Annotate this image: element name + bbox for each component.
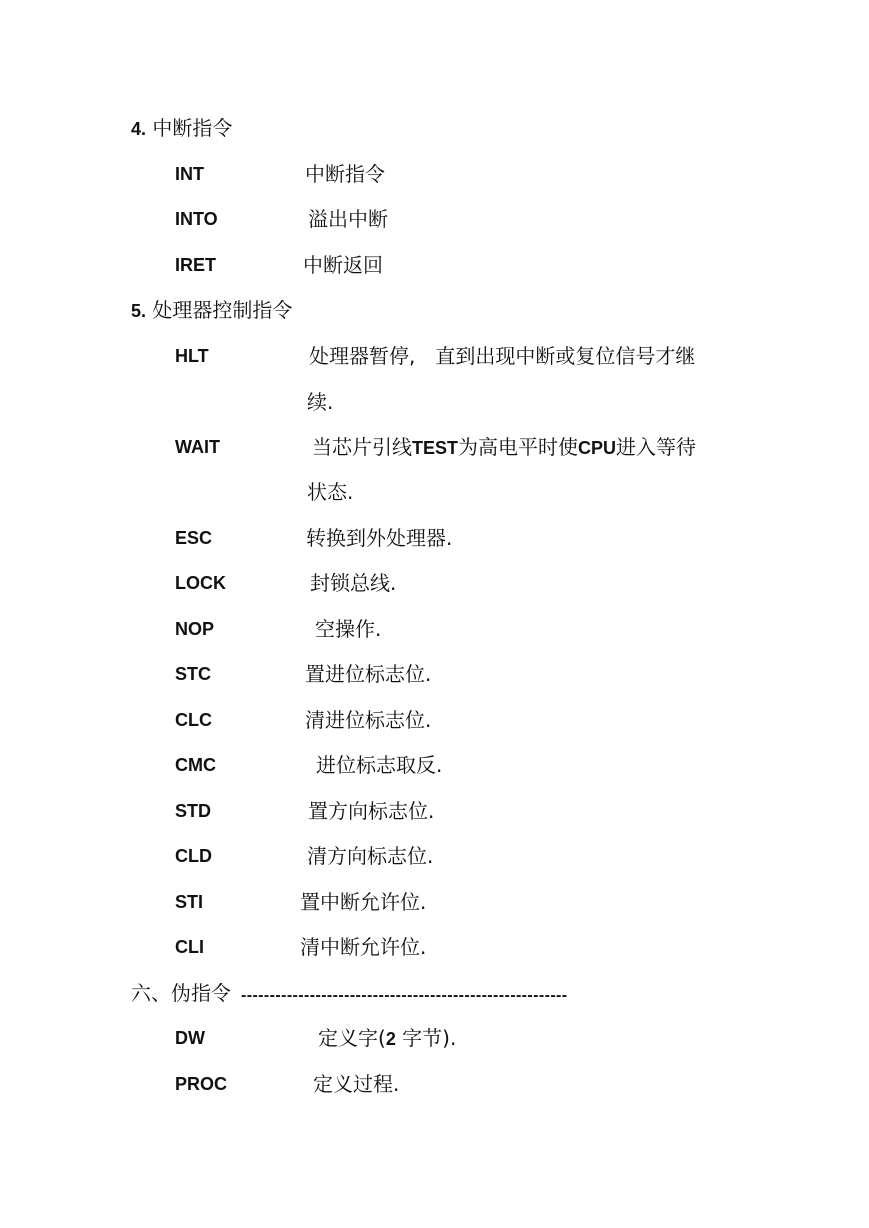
- instruction-code: STD: [175, 801, 211, 821]
- section-5-heading: [131, 296, 292, 324]
- instruction-code: NOP: [175, 619, 215, 639]
- instruction-code: INT: [175, 164, 204, 184]
- instruction-description: 封锁总线.: [310, 571, 397, 595]
- instruction-description: 溢出中断: [308, 207, 388, 231]
- instruction-code: WAIT: [175, 437, 220, 457]
- instruction-description: 中断返回: [303, 253, 383, 277]
- instruction-code: INTO: [175, 209, 218, 229]
- instruction-code: CLI: [175, 937, 204, 957]
- section-title: 六、伪指令: [131, 981, 231, 1005]
- instruction-code: CLD: [175, 846, 212, 866]
- instruction-description: 转换到外处理器.: [306, 526, 453, 550]
- cpu-term: CPU: [578, 438, 617, 458]
- instruction-description: 置中断允许位.: [300, 890, 427, 914]
- signal-name: TEST: [412, 438, 459, 458]
- instruction-description-continued: 状态.: [307, 480, 354, 504]
- byte-count: 2: [385, 1029, 396, 1049]
- instruction-code: LOCK: [175, 573, 226, 593]
- instruction-code: IRET: [175, 255, 217, 275]
- instruction-code: CMC: [175, 755, 216, 775]
- instruction-code: DW: [175, 1028, 205, 1048]
- instruction-code: HLT: [175, 346, 209, 366]
- instruction-description-continued: 续.: [307, 390, 334, 414]
- instruction-code: ESC: [175, 528, 213, 548]
- instruction-description: 处理器暂停, 直到出现中断或复位信号才继: [309, 344, 696, 368]
- description-text: 当芯片引线: [312, 435, 412, 459]
- description-text: 为高电平时使: [458, 435, 579, 459]
- instruction-description: 中断指令: [305, 162, 385, 186]
- instruction-description: 清进位标志位.: [305, 708, 432, 732]
- section-6-heading: [131, 979, 568, 1007]
- dashed-rule: ---------------------------------------------------------: [241, 987, 568, 1004]
- instruction-description: [318, 1024, 456, 1052]
- section-number: 5.: [131, 301, 147, 321]
- instruction-description: 置进位标志位.: [305, 662, 432, 686]
- description-text: 进入等待: [616, 435, 697, 459]
- description-text: 定义字(: [318, 1026, 386, 1050]
- section-number: 4.: [131, 119, 147, 139]
- section-4-heading: [131, 114, 232, 142]
- section-title: 处理器控制指令: [152, 298, 293, 322]
- section-title: 中断指令: [152, 116, 233, 140]
- instruction-code: CLC: [175, 710, 212, 730]
- instruction-description: 进位标志取反.: [316, 753, 443, 777]
- instruction-code: STC: [175, 664, 211, 684]
- instruction-description: 清中断允许位.: [300, 935, 427, 959]
- instruction-code: PROC: [175, 1074, 228, 1094]
- instruction-description: 空操作.: [315, 617, 382, 641]
- instruction-code: STI: [175, 892, 204, 912]
- instruction-description: 清方向标志位.: [307, 844, 434, 868]
- instruction-description: 定义过程.: [313, 1072, 400, 1096]
- instruction-description: 置方向标志位.: [308, 799, 435, 823]
- instruction-description: [312, 433, 696, 461]
- description-text: 字节).: [395, 1026, 457, 1050]
